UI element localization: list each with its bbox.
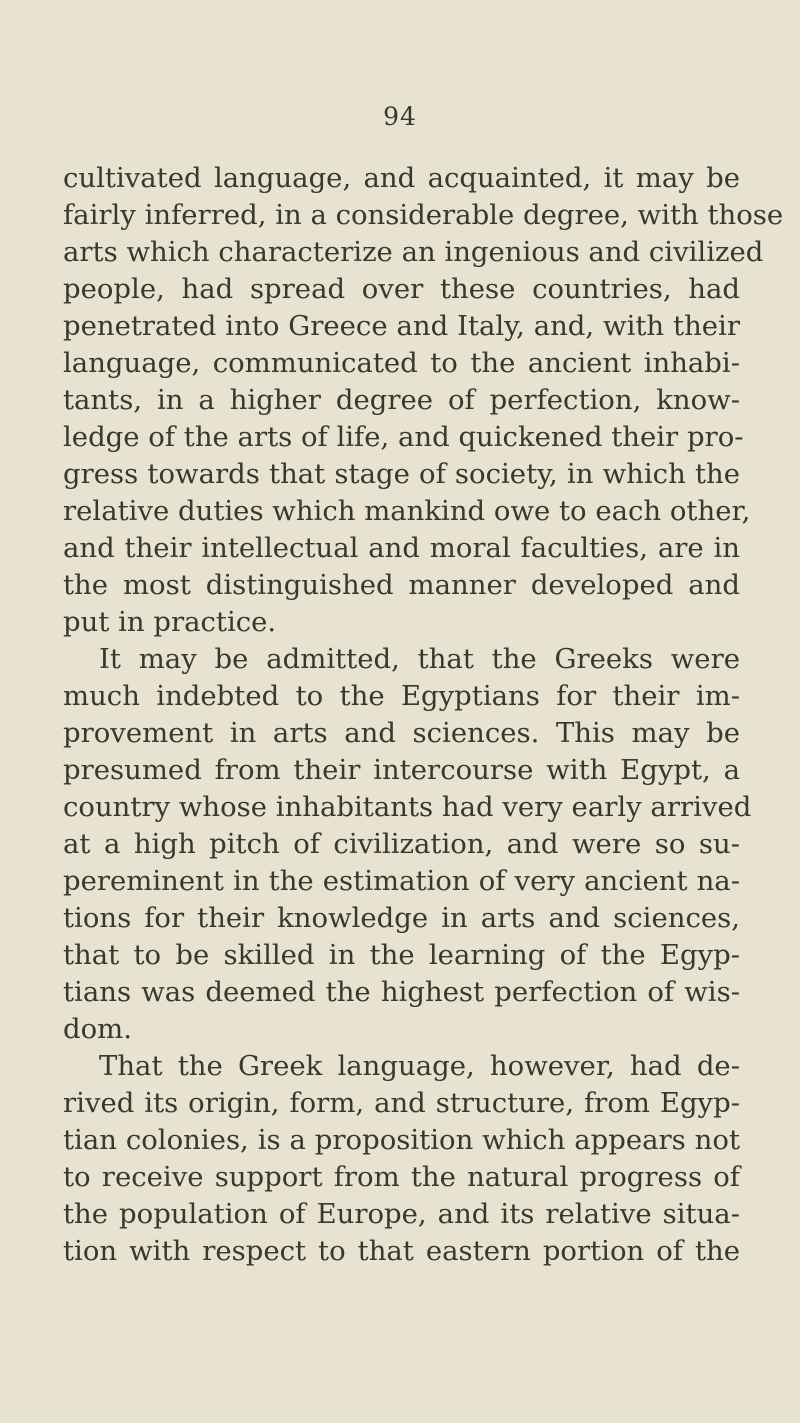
- text-line: to receive support from the natural progress of: [63, 1161, 740, 1193]
- text-line: It may be admitted, that the Greeks were: [99, 643, 740, 675]
- text-line: provement in arts and sciences. This may be: [63, 717, 740, 749]
- text-line: the population of Europe, and its relative situa-: [63, 1198, 740, 1230]
- text-line: pereminent in the estimation of very ancient na-: [63, 865, 740, 897]
- text-line: penetrated into Greece and Italy, and, with their: [63, 310, 740, 342]
- text-line: at a high pitch of civilization, and were so su-: [63, 828, 740, 860]
- text-line: people, had spread over these countries, had: [63, 273, 740, 305]
- text-line: rived its origin, form, and structure, from Egyp-: [63, 1087, 740, 1119]
- text-line: dom.: [63, 1013, 132, 1045]
- text-line: and their intellectual and moral faculties, are in: [63, 532, 740, 564]
- page-number: 94: [383, 102, 417, 131]
- text-line: ledge of the arts of life, and quickened their pro-: [63, 421, 744, 453]
- body-text: [63, 160, 784, 1270]
- text-line: gress towards that stage of society, in which the: [63, 458, 740, 490]
- text-line: tion with respect to that eastern portion of the: [63, 1235, 740, 1267]
- text-line: country whose inhabitants had very early arrived: [63, 791, 752, 823]
- text-line: tions for their knowledge in arts and sciences,: [63, 902, 740, 934]
- text-line: tians was deemed the highest perfection of wis-: [63, 976, 740, 1008]
- paragraph: [63, 1048, 740, 1270]
- text-line: relative duties which mankind owe to each other,: [63, 495, 751, 527]
- text-line: that to be skilled in the learning of the Egyp-: [63, 939, 740, 971]
- paragraph: [63, 160, 784, 641]
- text-line: fairly inferred, in a considerable degree, with those: [63, 199, 784, 231]
- text-line: the most distinguished manner developed and: [63, 569, 740, 601]
- text-line: tian colonies, is a proposition which appears not: [63, 1124, 740, 1156]
- text-line: cultivated language, and acquainted, it may be: [63, 162, 740, 194]
- text-line: arts which characterize an ingenious and civilized: [63, 236, 764, 268]
- text-line: presumed from their intercourse with Egypt, a: [63, 754, 740, 786]
- text-line: tants, in a higher degree of perfection, know-: [63, 384, 740, 416]
- text-line: That the Greek language, however, had de-: [99, 1050, 740, 1082]
- text-line: much indebted to the Egyptians for their im-: [63, 680, 740, 712]
- paragraph: [63, 641, 752, 1048]
- text-line: put in practice.: [63, 606, 277, 638]
- text-line: language, communicated to the ancient inhabi-: [63, 347, 740, 379]
